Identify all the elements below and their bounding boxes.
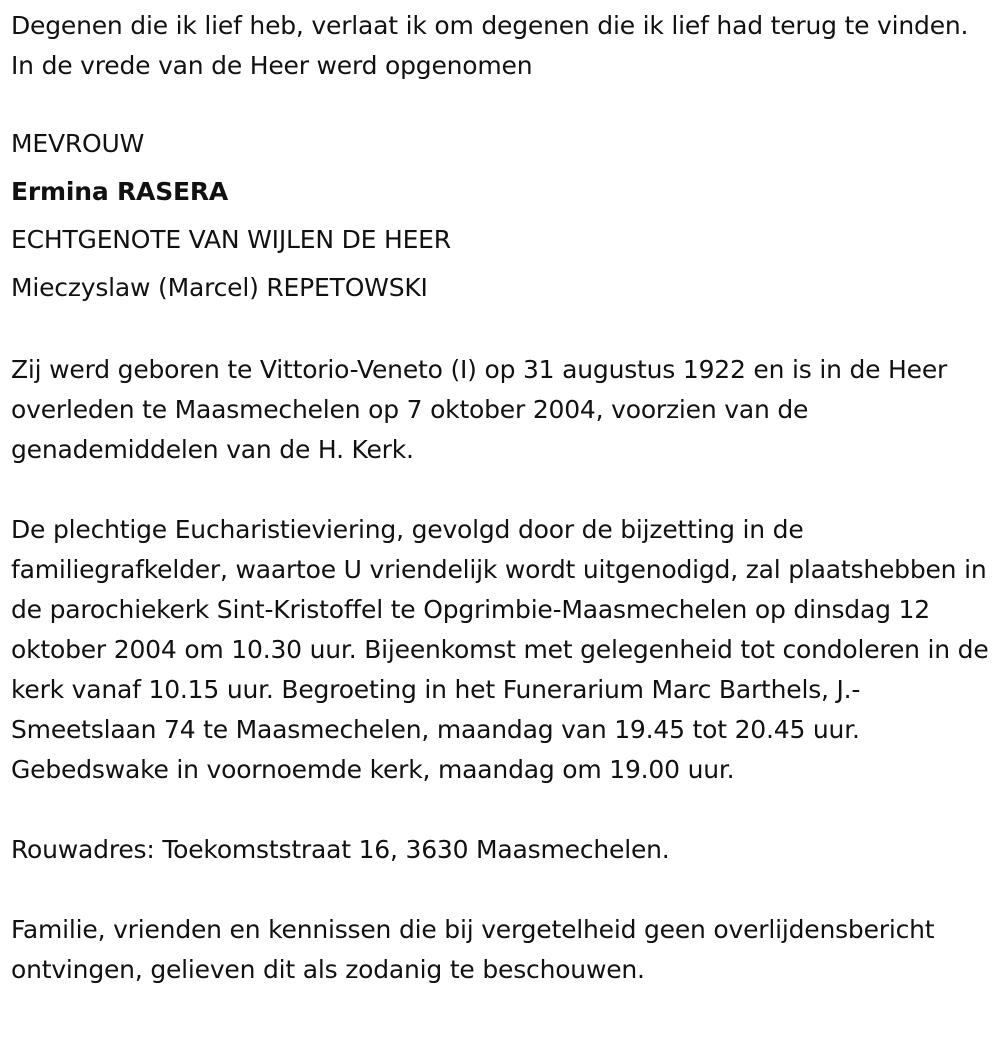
spacer [11, 86, 991, 126]
deceased-name: Ermina RASERA [11, 177, 229, 206]
obituary-notice [11, 6, 991, 990]
spouse-name: Mieczyslaw (Marcel) REPETOWSKI [11, 273, 428, 302]
address-text: Rouwadres: Toekomststraat 16, 3630 Maasmechelen. [11, 835, 670, 864]
relation-text: ECHTGENOTE VAN WIJLEN DE HEER [11, 225, 451, 254]
spacer [11, 870, 991, 910]
closing-text: Familie, vrienden en kennissen die bij vergetelheid geen overlijdensbericht ontvingen, gelieven dit als zodanig te beschouwen. [11, 915, 935, 984]
birth-death-text: Zij werd geboren te Vittorio-Veneto (I) op 31 augustus 1922 en is in de Heer overleden te Maasmechelen op 7 oktober 2004, voorzien van de genademiddelen van de H. Kerk. [11, 355, 948, 464]
ceremony-text: De plechtige Eucharistieviering, gevolgd door de bijzetting in de familiegrafkelder, waartoe U vriendelijk wordt uitgenodigd, zal plaatshebben in de parochiekerk Sint-Kristoffel te Opgrimbie-Maasmechelen op dinsdag 12 oktober 2004 om 10.30 uur. Bijeenkomst met gelegenheid tot condoleren in de kerk vanaf 10.15 uur. Begroeting in het Funerarium Marc Barthels, J.-Smeetslaan 74 te Maasmechelen, maandag van 19.45 tot 20.45 uur. Gebedswake in voornoemde kerk, maandag om 19.00 uur. [11, 515, 989, 784]
spacer [11, 790, 991, 830]
title-text: MEVROUW [11, 129, 145, 158]
motto-text: Degenen die ik lief heb, verlaat ik om degenen die ik lief had terug te vinden. In de vrede van de Heer werd opgenomen [11, 11, 969, 80]
spacer [11, 470, 991, 510]
spacer [11, 308, 991, 348]
